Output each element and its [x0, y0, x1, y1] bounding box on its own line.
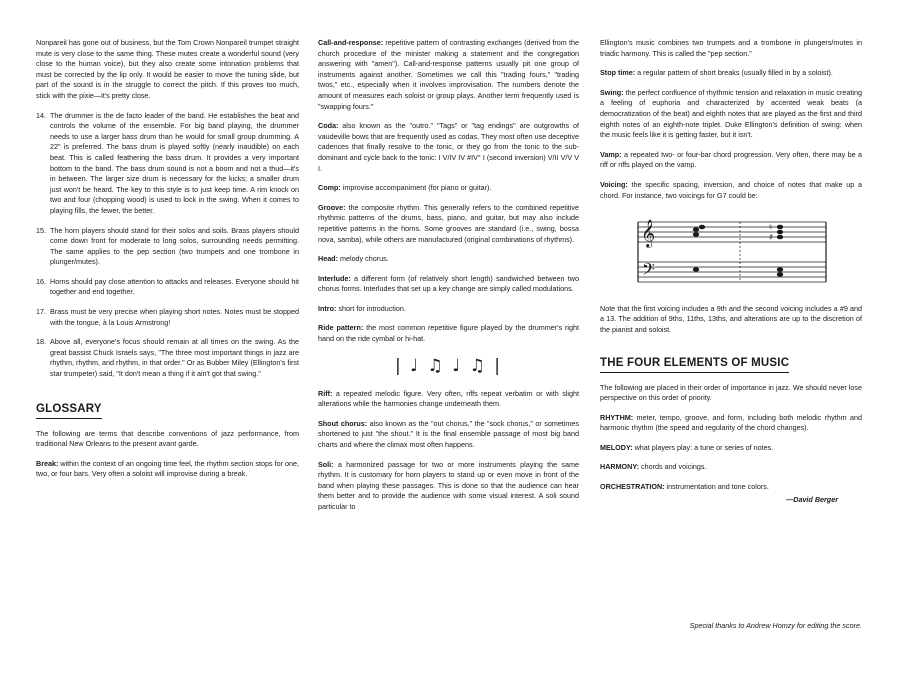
note-head [693, 232, 699, 237]
term: Ride pattern: [318, 323, 364, 333]
glossary-entry [318, 121, 579, 174]
definition: repetitive pattern of contrasting exchanges (derived from the church procedure of the minister making a statement and the congregation answering with "amen"). Call-and-response patterns usually pit one group of instruments against another. Sometimes we call this "trading fours," "trading twos," etc., especially when it involves improvisation. The numbers denote the amount of measures each soloist or group plays. Another term frequently used is "swapping fours." [318, 38, 579, 111]
column-middle [318, 38, 579, 522]
ride-pattern-rhythm-figure: | ♩ ♫ ♩ ♫ | [395, 355, 502, 376]
definition: a repeated melodic figure. Very often, riffs repeat verbatim or with slight alterations while the harmonies change underneath them. [318, 388, 579, 409]
definition: the specific spacing, inversion, and choice of notes that make up a chord. For instance, two voicings for G7 could be: [600, 179, 862, 200]
term: Interlude: [318, 273, 351, 283]
term: Head: [318, 254, 338, 264]
element-entry [600, 413, 862, 434]
item-number: 18. [36, 337, 46, 347]
item-text: Above all, everyone's focus should remain at all times on the swing. As the great bassist Chuck Israels says, "The three most important things in jazz are rhythm, rhythm, and rhythm, in that order." Or as Bubber Miley (Ellington's first star trumpeter) said, "It don't mean a thing if it ain't got that swing." [50, 337, 299, 379]
glossary-entry [318, 254, 579, 265]
element-entry [600, 443, 862, 454]
definition: chords and voicings. [639, 462, 707, 472]
item-text: Horns should pay close attention to attacks and releases. Everyone should hit together and end together. [50, 276, 299, 297]
item-text: The drummer is the de facto leader of the band. He establishes the beat and controls the volume of the ensemble. For big band playing, the drummer needs to use a larger bass drum than he would for small group drumming. A 22" is preferred. The bass drum is played softly (nearly inaudible) on each beat. This is called feathering the bass drum. It provides a very important bottom to the band. The bass drum sound is not a boom and not a thud—it's in between. The larger size drum is necessary for the kicks; a smaller drum just won't be heard. The key to this style is to just keep time. A rim knock on two and four (chopping wood) is used to lock in the swing. When it comes to playing fills, the fewer, the better. [50, 110, 299, 215]
definition: also known as the "outro." "Tags" or "tag endings" are outgrowths of vaudeville bows that are frequently used as codas. They most often use deceptive cadences that finally resolve to the tonic, or they go from the tonic to the sub-dominant and cycle back to the tonic: I V/IV IV #IV° I (second inversion) V/II V/V V I. [318, 121, 579, 173]
definition: within the context of an ongoing time feel, the rhythm section stops for one, two, or four bars. Very often a soloist will improvise during a break. [36, 458, 299, 479]
column-left [36, 38, 299, 489]
definition: a repeated two- or four-bar chord progression. Very often, there may be a riff or riffs played on the vamp. [600, 149, 862, 170]
term: Riff: [318, 388, 333, 398]
g7-voicings-staff [630, 214, 830, 292]
term: Voicing: [600, 179, 628, 189]
treble-clef-icon: 𝄞 [641, 219, 656, 248]
voicing-note-paragraph: Note that the first voicing includes a 9th and the second voicing includes a #9 and a 13. The addition of 9ths, 11ths, 13ths, and alterations are up to the discretion of the pianist and soloist. [600, 303, 862, 334]
voicing-two-notes [777, 225, 783, 277]
definition: a different form (of relatively short length) sandwiched between two chorus forms. Interludes that set up a key change are simply called modulations. [318, 273, 579, 294]
term: ORCHESTRATION: [600, 482, 665, 492]
definition: the most common repetitive figure played by the drummer's right hand on the ride cymbal or hi-hat. [318, 323, 579, 344]
glossary-entry [318, 38, 579, 112]
glossary-entry [318, 389, 579, 410]
glossary-entry [600, 150, 862, 171]
glossary-entry [600, 180, 862, 201]
definition: instrumentation and tone colors. [664, 482, 769, 492]
note-head [693, 267, 699, 272]
note-head [777, 235, 783, 240]
term: MELODY: [600, 442, 633, 452]
definition: what players play: a tune or series of notes. [632, 442, 774, 452]
definition: also known as the "out chorus," the "sock chorus," or sometimes shortened to just "the shout." It is the final ensemble passage of most big band charts and where the climax most often happens. [318, 418, 579, 450]
glossary-entry [318, 203, 579, 245]
definition: melody chorus. [337, 254, 389, 264]
term: Coda: [318, 121, 339, 131]
glossary-intro: The following are terms that describe conventions of jazz performance, from traditional New Orleans to the present avant garde. [36, 428, 299, 449]
sharp-icon: ♯ [769, 233, 774, 244]
element-entry [600, 462, 862, 473]
list-item [36, 111, 299, 217]
acknowledgement: Special thanks to Andrew Homzy for editing the score. [689, 621, 862, 630]
glossary-entry [318, 274, 579, 295]
term: Shout chorus: [318, 418, 368, 428]
glossary-entry [318, 419, 579, 451]
note-head [693, 227, 699, 232]
term: Vamp: [600, 149, 622, 159]
definition: meter, tempo, groove, and form, including both melodic rhythm and harmonic rhythm (the speed and regularity of the chord changes). [600, 412, 862, 433]
glossary-entry [318, 323, 579, 344]
definition: short for introduction. [336, 303, 406, 313]
definition: the perfect confluence of rhythmic tension and relaxation in music creating a feeling of euphoria and characterized by accented weak beats (a democratization of the beat) and eighth notes that are played as the first and third eighth notes of an eighth-note triplet. Duke Ellington's definition of swing: when the music feels like it is getting faster, but it isn't. [600, 87, 862, 140]
continuation-paragraph: Ellington's music combines two trumpets and a trombone in plungers/mutes in triadic harmony. This is called the "pep section." [600, 38, 862, 58]
numbered-list [36, 111, 299, 380]
item-number: 14. [36, 110, 46, 120]
four-elements-heading: THE FOUR ELEMENTS OF MUSIC [600, 357, 789, 373]
term: Break: [36, 458, 59, 468]
list-item [36, 226, 299, 268]
natural-icon: ♮ [769, 223, 773, 234]
list-item [36, 337, 299, 379]
note-head [777, 267, 783, 272]
glossary-entry-break [36, 459, 299, 480]
term: Comp: [318, 183, 341, 193]
note-head [699, 225, 705, 230]
item-number: 16. [36, 276, 46, 286]
term: Soli: [318, 459, 334, 469]
list-item [36, 277, 299, 298]
element-entry [600, 482, 862, 493]
definition: a harmonized passage for two or more instruments playing the same rhythm. It is customary for horn players to stand up or even move in front of the band when playing these passages. This is done so that the audience can hear them better and to provide the audience with some visual interest. A soli sound particular to [318, 459, 579, 511]
glossary-entry [318, 183, 579, 194]
note-head [777, 230, 783, 235]
author-signature: —David Berger [786, 494, 838, 504]
item-text: Brass must be very precise when playing short notes. Notes must be stopped with the tongue, à la Louis Armstrong! [50, 307, 299, 327]
intro-paragraph: Nonpareil has gone out of business, but the Tom Crown Nonpareil trumpet straight mute is very close to the same thing. These mutes create a wonderful sound (very close to the human voice), but they also create some intonation problems that must be corrected by the lip only. It would be easier to move the tuning slide, but part of the sound is in the struggle to correct the pitch. If this proves too much, stick with the pixie—it's pretty close. [36, 38, 299, 100]
term: Intro: [318, 303, 337, 313]
definition: a regular pattern of short breaks (usually filled in by a soloist). [635, 68, 833, 78]
glossary-entry [318, 304, 579, 315]
column-right [600, 38, 862, 505]
definition: the composite rhythm. This generally refers to the combined repetitive rhythmic patterns of the drums, bass, piano, and guitar, but may also include repetitive patterns in the horns. Some grooves are standard (i.e., swing, bossa nova, samba), while others are manufactured (original combinations of rhythms). [318, 202, 579, 244]
term: Call-and-response: [318, 38, 384, 47]
item-number: 15. [36, 225, 46, 235]
item-text: The horn players should stand for their solos and soils. Brass players should come down front for moderate to long solos, surrounding needs permitting. The same applies to the pep section (two trumpets and one trombone in plunger/mutes). [50, 225, 299, 267]
term: Swing: [600, 87, 624, 97]
staff-lines [638, 222, 826, 282]
four-elements-intro: The following are placed in their order of importance in jazz. We should never lose perspective on this order of priority. [600, 382, 862, 403]
term: RHYTHM: [600, 412, 634, 422]
term: Groove: [318, 202, 346, 212]
bass-clef-icon: 𝄢 [642, 259, 655, 284]
note-head [777, 272, 783, 277]
term: HARMONY: [600, 462, 639, 472]
glossary-heading: GLOSSARY [36, 403, 102, 419]
glossary-entry [600, 88, 862, 141]
item-number: 17. [36, 307, 46, 317]
definition: improvise accompaniment (for piano or guitar). [340, 183, 492, 193]
term: Stop time: [600, 68, 636, 78]
list-item [36, 307, 299, 328]
glossary-entry [600, 68, 862, 79]
note-head [777, 225, 783, 230]
glossary-entry [318, 460, 579, 513]
